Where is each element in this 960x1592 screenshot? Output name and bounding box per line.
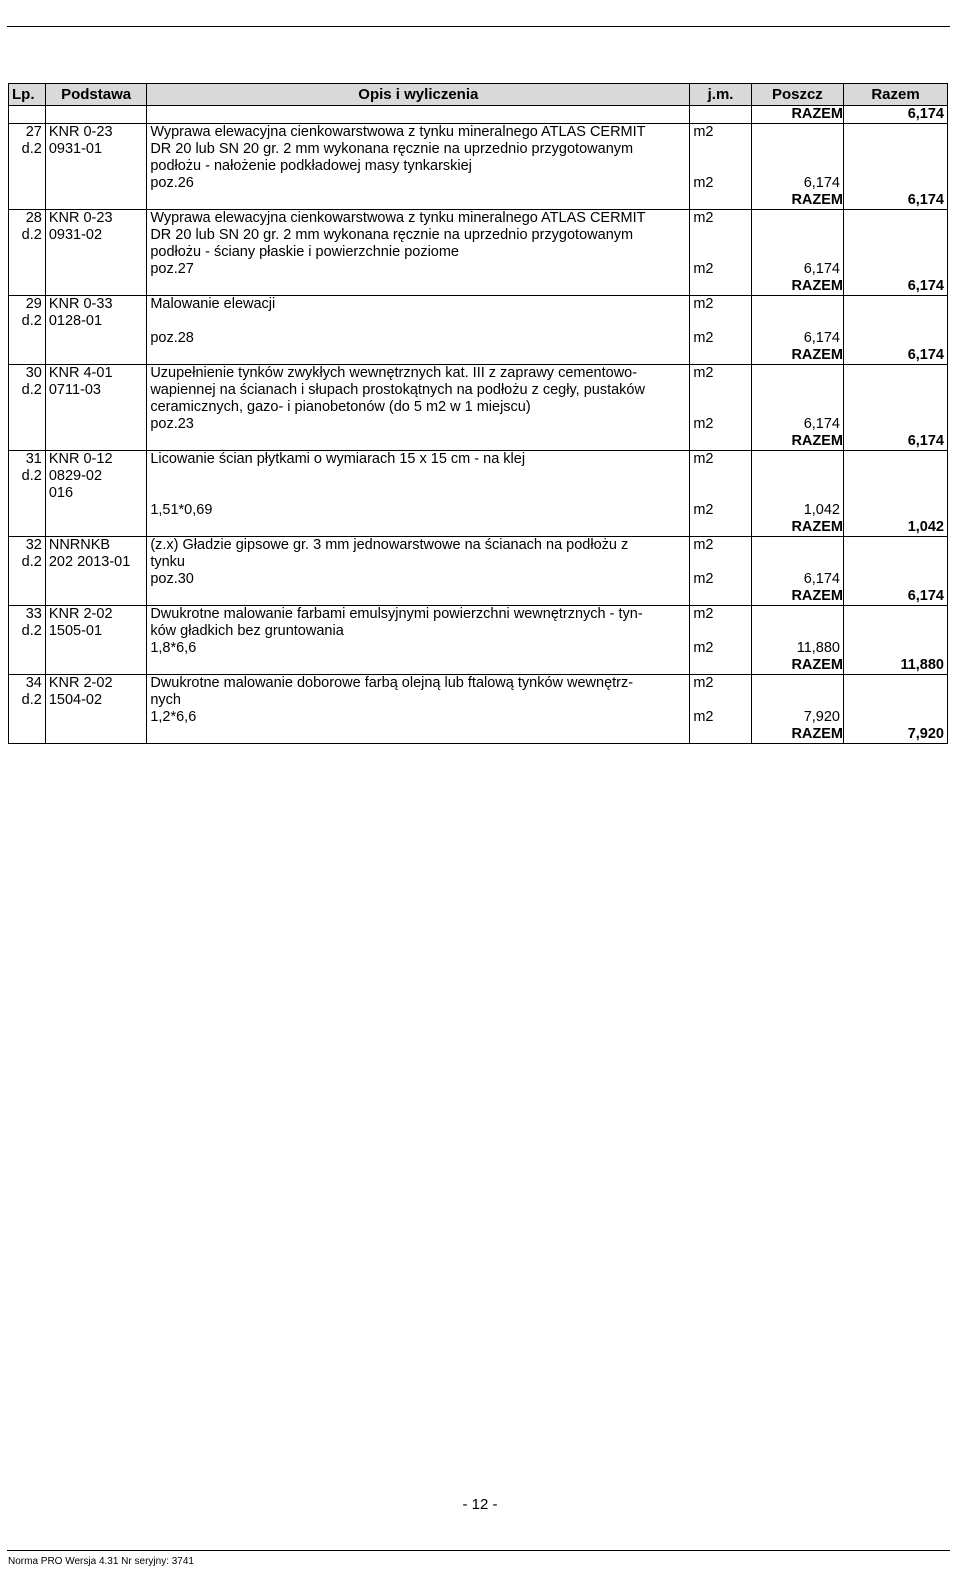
item-description-line: ceramicznych, gazo- i pianobetonów (do 5 m2 w 1 miejscu) <box>147 399 690 416</box>
empty-cell <box>751 227 843 244</box>
empty-cell <box>751 623 843 640</box>
item-description-line: Malowanie elewacji <box>147 296 690 314</box>
item-lp-suffix: d.2 <box>9 227 46 244</box>
empty-cell <box>751 210 843 228</box>
item-calc-unit: m2 <box>690 640 751 657</box>
empty-cell <box>690 106 751 124</box>
empty-cell <box>690 158 751 175</box>
table-row <box>9 261 948 278</box>
empty-cell <box>9 502 46 519</box>
empty-cell <box>690 399 751 416</box>
razem-value: 1,042 <box>844 519 948 537</box>
empty-cell <box>147 519 690 537</box>
empty-cell <box>45 347 146 365</box>
item-lp: 30 <box>9 365 46 383</box>
item-description-line: DR 20 lub SN 20 gr. 2 mm wykonana ręcznie na uprzednio przygotowanym <box>147 227 690 244</box>
table-row <box>9 640 948 657</box>
item-lp-suffix: d.2 <box>9 692 46 709</box>
razem-label: RAZEM <box>751 106 843 124</box>
empty-cell <box>9 175 46 192</box>
table-row <box>9 433 948 451</box>
item-podstawa: KNR 0-33 <box>45 296 146 314</box>
empty-cell <box>751 692 843 709</box>
item-calculation: 1,51*0,69 <box>147 502 690 519</box>
table-row <box>9 192 948 210</box>
item-lp-suffix: d.2 <box>9 554 46 571</box>
empty-cell <box>690 554 751 571</box>
empty-cell <box>844 313 948 330</box>
empty-cell <box>45 192 146 210</box>
item-calc-unit: m2 <box>690 502 751 519</box>
item-podstawa-code: 0931-01 <box>45 141 146 158</box>
empty-cell <box>844 468 948 485</box>
empty-cell <box>844 640 948 657</box>
item-podstawa: KNR 0-23 <box>45 124 146 142</box>
item-lp-suffix: d.2 <box>9 313 46 330</box>
empty-cell <box>45 261 146 278</box>
empty-cell <box>45 106 146 124</box>
table-row <box>9 227 948 244</box>
empty-cell <box>751 468 843 485</box>
empty-cell <box>844 141 948 158</box>
table-row <box>9 485 948 502</box>
header-section: OBMIAR <box>446 2 510 19</box>
empty-cell <box>690 588 751 606</box>
table-row <box>9 313 948 330</box>
razem-value: 6,174 <box>844 278 948 296</box>
empty-cell <box>690 623 751 640</box>
col-lp: Lp. <box>9 84 46 106</box>
empty-cell <box>751 537 843 555</box>
table-row <box>9 692 948 709</box>
table-row <box>9 158 948 175</box>
empty-cell <box>45 709 146 726</box>
empty-cell <box>9 399 46 416</box>
table-row <box>9 106 948 124</box>
empty-cell <box>751 365 843 383</box>
col-podstawa: Podstawa <box>45 84 146 106</box>
item-calc-value: 11,880 <box>751 640 843 657</box>
item-podstawa: KNR 0-23 <box>45 210 146 228</box>
empty-cell <box>844 502 948 519</box>
item-podstawa: NNRNKB <box>45 537 146 555</box>
razem-value: 6,174 <box>844 433 948 451</box>
empty-cell <box>690 278 751 296</box>
item-calc-value: 6,174 <box>751 571 843 588</box>
table-row <box>9 347 948 365</box>
empty-cell <box>690 244 751 261</box>
item-podstawa-code: 0711-03 <box>45 382 146 399</box>
item-calculation: poz.26 <box>147 175 690 192</box>
empty-cell <box>751 141 843 158</box>
item-podstawa-code: 202 2013-01 <box>45 554 146 571</box>
table-row <box>9 330 948 347</box>
empty-cell <box>9 726 46 744</box>
item-lp-suffix: d.2 <box>9 623 46 640</box>
empty-cell <box>751 296 843 314</box>
razem-label: RAZEM <box>751 588 843 606</box>
item-podstawa-code: 0128-01 <box>45 313 146 330</box>
item-calculation: poz.27 <box>147 261 690 278</box>
empty-cell <box>45 657 146 675</box>
item-lp: 32 <box>9 537 46 555</box>
empty-cell <box>690 141 751 158</box>
empty-cell <box>45 278 146 296</box>
empty-cell <box>147 485 690 502</box>
header-title: Szkoła Podstawowa w Kąkolewie 21.09 nakładczy <box>7 2 364 19</box>
empty-cell <box>147 657 690 675</box>
table-row <box>9 606 948 624</box>
empty-cell <box>690 347 751 365</box>
table-row <box>9 278 948 296</box>
empty-cell <box>844 571 948 588</box>
item-calculation: 1,8*6,6 <box>147 640 690 657</box>
item-calc-value: 6,174 <box>751 416 843 433</box>
table-row <box>9 468 948 485</box>
item-lp-suffix: d.2 <box>9 468 46 485</box>
empty-cell <box>45 588 146 606</box>
razem-label: RAZEM <box>751 657 843 675</box>
item-description-line: Uzupełnienie tynków zwykłych wewnętrznych kat. III z zaprawy cementowo- <box>147 365 690 383</box>
table-row <box>9 571 948 588</box>
empty-cell <box>45 726 146 744</box>
empty-cell <box>9 106 46 124</box>
item-unit: m2 <box>690 675 751 693</box>
empty-cell <box>9 278 46 296</box>
empty-cell <box>844 175 948 192</box>
empty-cell <box>9 261 46 278</box>
item-calc-value: 6,174 <box>751 261 843 278</box>
empty-cell <box>9 709 46 726</box>
empty-cell <box>751 399 843 416</box>
empty-cell <box>690 227 751 244</box>
table-row <box>9 451 948 469</box>
footer-text: Norma PRO Wersja 4.31 Nr seryjny: 3741 <box>8 1556 194 1567</box>
empty-cell <box>45 158 146 175</box>
item-unit: m2 <box>690 210 751 228</box>
empty-cell <box>45 330 146 347</box>
empty-cell <box>690 382 751 399</box>
col-jm: j.m. <box>690 84 751 106</box>
empty-cell <box>844 330 948 347</box>
item-calc-unit: m2 <box>690 709 751 726</box>
empty-cell <box>751 675 843 693</box>
empty-cell <box>9 347 46 365</box>
empty-cell <box>9 571 46 588</box>
empty-cell <box>844 416 948 433</box>
item-lp: 34 <box>9 675 46 693</box>
razem-label: RAZEM <box>751 192 843 210</box>
empty-cell <box>45 244 146 261</box>
empty-cell <box>690 657 751 675</box>
razem-value: 11,880 <box>844 657 948 675</box>
empty-cell <box>751 485 843 502</box>
empty-cell <box>9 588 46 606</box>
empty-cell <box>844 606 948 624</box>
item-lp: 28 <box>9 210 46 228</box>
empty-cell <box>9 244 46 261</box>
razem-label: RAZEM <box>751 519 843 537</box>
table-row <box>9 141 948 158</box>
item-podstawa-code: 1504-02 <box>45 692 146 709</box>
table-row <box>9 554 948 571</box>
empty-cell <box>844 623 948 640</box>
page-number: - 12 - <box>462 1496 498 1513</box>
item-lp: 33 <box>9 606 46 624</box>
item-calculation: poz.23 <box>147 416 690 433</box>
razem-value: 7,920 <box>844 726 948 744</box>
razem-value: 6,174 <box>844 588 948 606</box>
table-row <box>9 623 948 640</box>
empty-cell <box>147 106 690 124</box>
item-lp: 31 <box>9 451 46 469</box>
empty-cell <box>844 537 948 555</box>
empty-cell <box>751 313 843 330</box>
empty-cell <box>844 709 948 726</box>
item-podstawa: KNR 2-02 <box>45 606 146 624</box>
empty-cell <box>9 519 46 537</box>
empty-cell <box>690 485 751 502</box>
item-calc-unit: m2 <box>690 571 751 588</box>
empty-cell <box>45 175 146 192</box>
empty-cell <box>45 416 146 433</box>
empty-cell <box>844 158 948 175</box>
table-row <box>9 382 948 399</box>
table-row <box>9 726 948 744</box>
col-razem: Razem <box>844 84 948 106</box>
table-row <box>9 709 948 726</box>
empty-cell <box>844 296 948 314</box>
col-poszcz: Poszcz <box>751 84 843 106</box>
item-unit: m2 <box>690 537 751 555</box>
item-podstawa: KNR 0-12 <box>45 451 146 469</box>
table-row <box>9 296 948 314</box>
obmiar-table <box>8 83 948 744</box>
empty-cell <box>45 433 146 451</box>
empty-cell <box>690 313 751 330</box>
item-calc-unit: m2 <box>690 416 751 433</box>
item-unit: m2 <box>690 296 751 314</box>
empty-cell <box>45 519 146 537</box>
empty-cell <box>9 330 46 347</box>
empty-cell <box>45 571 146 588</box>
empty-cell <box>844 227 948 244</box>
empty-cell <box>147 588 690 606</box>
item-description-line: DR 20 lub SN 20 gr. 2 mm wykonana ręcznie na uprzednio przygotowanym <box>147 141 690 158</box>
page-header <box>7 0 950 26</box>
empty-cell <box>690 726 751 744</box>
table-row <box>9 124 948 142</box>
empty-cell <box>751 606 843 624</box>
item-podstawa-code: 0931-02 <box>45 227 146 244</box>
table-row <box>9 537 948 555</box>
empty-cell <box>9 192 46 210</box>
item-podstawa-code: 1505-01 <box>45 623 146 640</box>
table-row <box>9 365 948 383</box>
empty-cell <box>9 640 46 657</box>
empty-cell <box>844 244 948 261</box>
item-lp: 29 <box>9 296 46 314</box>
item-description-line: podłożu - ściany płaskie i powierzchnie poziome <box>147 244 690 261</box>
empty-cell <box>9 485 46 502</box>
empty-cell <box>844 554 948 571</box>
table-row <box>9 657 948 675</box>
empty-cell <box>751 382 843 399</box>
item-calc-value: 6,174 <box>751 175 843 192</box>
item-description-line <box>147 313 690 330</box>
empty-cell <box>844 451 948 469</box>
item-calc-unit: m2 <box>690 261 751 278</box>
item-calculation: 1,2*6,6 <box>147 709 690 726</box>
empty-cell <box>844 399 948 416</box>
table-row <box>9 675 948 693</box>
item-description-line: podłożu - nałożenie podkładowej masy tynkarskiej <box>147 158 690 175</box>
empty-cell <box>147 278 690 296</box>
item-calc-value: 6,174 <box>751 330 843 347</box>
table-row <box>9 244 948 261</box>
item-calc-unit: m2 <box>690 175 751 192</box>
item-calc-value: 7,920 <box>751 709 843 726</box>
empty-cell <box>690 433 751 451</box>
razem-value: 6,174 <box>844 192 948 210</box>
item-description-line: nych <box>147 692 690 709</box>
table-row <box>9 175 948 192</box>
item-unit: m2 <box>690 124 751 142</box>
table-row <box>9 399 948 416</box>
empty-cell <box>844 124 948 142</box>
table-row <box>9 502 948 519</box>
table-row <box>9 210 948 228</box>
empty-cell <box>45 502 146 519</box>
item-description-line: ków gładkich bez gruntowania <box>147 623 690 640</box>
item-description-line: Wyprawa elewacyjna cienkowarstwowa z tynku mineralnego ATLAS CERMIT <box>147 210 690 228</box>
razem-label: RAZEM <box>751 347 843 365</box>
item-calc-unit: m2 <box>690 330 751 347</box>
empty-cell <box>751 244 843 261</box>
empty-cell <box>844 382 948 399</box>
item-description-line: Dwukrotne malowanie doborowe farbą olejną lub ftalową tynków wewnętrz- <box>147 675 690 693</box>
table-header-row <box>9 84 948 106</box>
empty-cell <box>751 124 843 142</box>
empty-cell <box>751 158 843 175</box>
item-description-line: tynku <box>147 554 690 571</box>
footer-divider <box>7 1550 950 1551</box>
item-unit: m2 <box>690 365 751 383</box>
item-description-line: Wyprawa elewacyjna cienkowarstwowa z tynku mineralnego ATLAS CERMIT <box>147 124 690 142</box>
item-description-line <box>147 468 690 485</box>
item-podstawa-variant: 016 <box>45 485 146 502</box>
item-calc-value: 1,042 <box>751 502 843 519</box>
item-calculation: poz.30 <box>147 571 690 588</box>
item-unit: m2 <box>690 606 751 624</box>
table-row <box>9 588 948 606</box>
item-description-line: Dwukrotne malowanie farbami emulsyjnymi powierzchni wewnętrznych - tyn- <box>147 606 690 624</box>
razem-value: 6,174 <box>844 347 948 365</box>
item-lp-suffix: d.2 <box>9 141 46 158</box>
empty-cell <box>751 451 843 469</box>
empty-cell <box>844 692 948 709</box>
empty-cell <box>45 640 146 657</box>
col-opis: Opis i wyliczenia <box>147 84 690 106</box>
empty-cell <box>9 657 46 675</box>
empty-cell <box>844 485 948 502</box>
empty-cell <box>147 192 690 210</box>
item-description-line: wapiennej na ścianach i słupach prostokątnych na podłożu z cegły, pustaków <box>147 382 690 399</box>
empty-cell <box>9 433 46 451</box>
empty-cell <box>844 675 948 693</box>
item-description-line: Licowanie ścian płytkami o wymiarach 15 x 15 cm - na klej <box>147 451 690 469</box>
item-lp-suffix: d.2 <box>9 382 46 399</box>
item-podstawa: KNR 2-02 <box>45 675 146 693</box>
empty-cell <box>844 365 948 383</box>
item-calculation: poz.28 <box>147 330 690 347</box>
item-description-line: (z.x) Gładzie gipsowe gr. 3 mm jednowarstwowe na ścianach na podłożu z <box>147 537 690 555</box>
item-podstawa: KNR 4-01 <box>45 365 146 383</box>
empty-cell <box>844 210 948 228</box>
table-row <box>9 416 948 433</box>
empty-cell <box>147 433 690 451</box>
empty-cell <box>690 468 751 485</box>
empty-cell <box>844 261 948 278</box>
razem-value: 6,174 <box>844 106 948 124</box>
header-divider <box>7 26 950 27</box>
empty-cell <box>9 416 46 433</box>
empty-cell <box>690 192 751 210</box>
empty-cell <box>147 726 690 744</box>
table-row <box>9 519 948 537</box>
empty-cell <box>690 519 751 537</box>
empty-cell <box>690 692 751 709</box>
razem-label: RAZEM <box>751 726 843 744</box>
item-podstawa-code: 0829-02 <box>45 468 146 485</box>
razem-label: RAZEM <box>751 278 843 296</box>
empty-cell <box>45 399 146 416</box>
item-lp: 27 <box>9 124 46 142</box>
empty-cell <box>751 554 843 571</box>
empty-cell <box>9 158 46 175</box>
empty-cell <box>147 347 690 365</box>
item-unit: m2 <box>690 451 751 469</box>
razem-label: RAZEM <box>751 433 843 451</box>
